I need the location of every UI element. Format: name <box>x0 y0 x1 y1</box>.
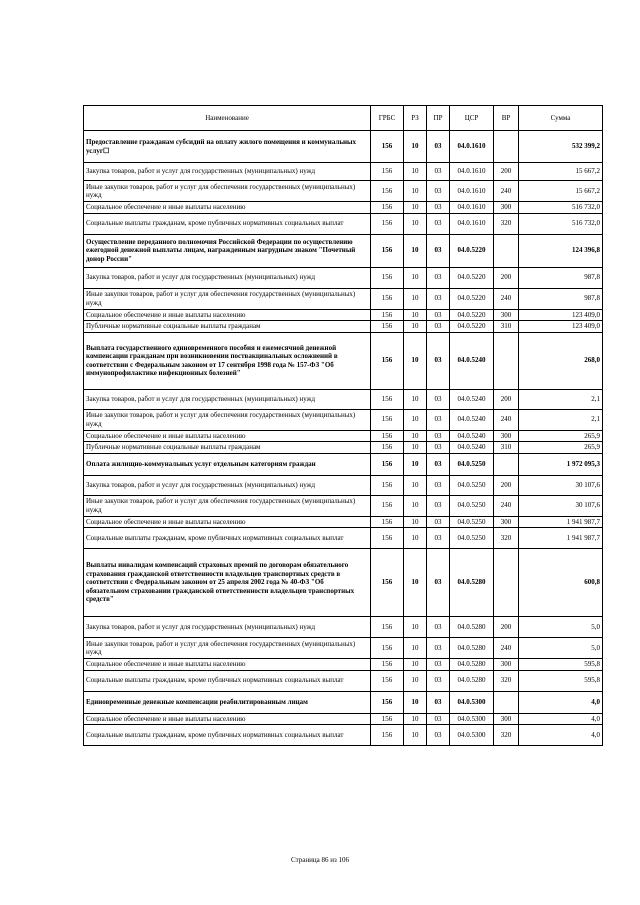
cell-vr: 310 <box>494 442 519 454</box>
table-row <box>84 213 603 234</box>
cell-name: Оплата жилищно-коммунальных услуг отдельным категориям граждан <box>84 453 371 475</box>
cell-name: Иные закупки товаров, работ и услуг для обеспечения государственных (муниципальных) нужд <box>84 288 371 309</box>
cell-name: Социальное обеспечение и иные выплаты населению <box>84 713 371 725</box>
cell-name: Социальное обеспечение и иные выплаты населению <box>84 430 371 442</box>
cell-sum: 4,0 <box>519 691 603 713</box>
cell-rz: 10 <box>404 475 427 495</box>
cell-pr: 03 <box>427 332 450 389</box>
cell-sum: 595,8 <box>519 670 603 691</box>
cell-name: Осуществление переданного полномочия Российской Федерации по осуществлению ежегодной денежной выплаты лицам, награжденным нагрудным знаком "Почетный донор России" <box>84 234 371 267</box>
cell-csr: 04.0.5240 <box>450 409 494 430</box>
cell-csr: 04.0.5220 <box>450 234 494 267</box>
table-body <box>84 131 603 746</box>
cell-csr: 04.0.5240 <box>450 430 494 442</box>
cell-name: Социальные выплаты гражданам, кроме публичных нормативных социальных выплат <box>84 213 371 234</box>
cell-sum: 987,8 <box>519 288 603 309</box>
cell-name: Социальные выплаты гражданам, кроме публичных нормативных социальных выплат <box>84 725 371 746</box>
cell-sum: 2,1 <box>519 389 603 409</box>
cell-csr: 04.0.5250 <box>450 528 494 549</box>
cell-vr: 300 <box>494 309 519 321</box>
table-row <box>84 691 603 713</box>
cell-vr <box>494 549 519 617</box>
cell-grbs: 156 <box>371 181 404 202</box>
cell-sum: 1 972 095,3 <box>519 453 603 475</box>
cell-rz: 10 <box>404 202 427 214</box>
cell-grbs: 156 <box>371 288 404 309</box>
cell-sum: 516 732,0 <box>519 213 603 234</box>
cell-rz: 10 <box>404 332 427 389</box>
cell-vr <box>494 453 519 475</box>
table-row <box>84 617 603 638</box>
table-row <box>84 288 603 309</box>
cell-rz: 10 <box>404 288 427 309</box>
cell-pr: 03 <box>427 181 450 202</box>
cell-sum: 595,8 <box>519 659 603 671</box>
cell-grbs: 156 <box>371 713 404 725</box>
cell-grbs: 156 <box>371 321 404 333</box>
cell-rz: 10 <box>404 453 427 475</box>
cell-rz: 10 <box>404 181 427 202</box>
cell-rz: 10 <box>404 516 427 528</box>
cell-vr <box>494 691 519 713</box>
table-row <box>84 321 603 333</box>
cell-rz: 10 <box>404 131 427 163</box>
cell-name: Публичные нормативные социальные выплаты гражданам <box>84 442 371 454</box>
cell-vr: 200 <box>494 617 519 638</box>
cell-vr: 320 <box>494 213 519 234</box>
cell-csr: 04.0.1610 <box>450 163 494 181</box>
cell-rz: 10 <box>404 670 427 691</box>
cell-name: Иные закупки товаров, работ и услуг для обеспечения государственных (муниципальных) нужд <box>84 495 371 516</box>
table-row <box>84 516 603 528</box>
cell-sum: 265,9 <box>519 442 603 454</box>
cell-sum: 265,9 <box>519 430 603 442</box>
cell-csr: 04.0.1610 <box>450 202 494 214</box>
budget-table <box>83 105 603 746</box>
table-row <box>84 389 603 409</box>
cell-pr: 03 <box>427 725 450 746</box>
cell-grbs: 156 <box>371 267 404 288</box>
cell-vr: 240 <box>494 495 519 516</box>
cell-vr: 240 <box>494 638 519 659</box>
cell-pr: 03 <box>427 549 450 617</box>
table-row <box>84 234 603 267</box>
cell-csr: 04.0.5220 <box>450 288 494 309</box>
cell-csr: 04.0.1610 <box>450 181 494 202</box>
cell-pr: 03 <box>427 131 450 163</box>
cell-grbs: 156 <box>371 234 404 267</box>
cell-vr: 200 <box>494 267 519 288</box>
cell-pr: 03 <box>427 528 450 549</box>
cell-sum: 1 941 987,7 <box>519 516 603 528</box>
table-row <box>84 309 603 321</box>
cell-sum: 2,1 <box>519 409 603 430</box>
cell-name: Социальные выплаты гражданам, кроме публичных нормативных социальных выплат <box>84 528 371 549</box>
cell-rz: 10 <box>404 442 427 454</box>
cell-grbs: 156 <box>371 617 404 638</box>
cell-vr: 240 <box>494 288 519 309</box>
cell-csr: 04.0.5240 <box>450 442 494 454</box>
cell-pr: 03 <box>427 475 450 495</box>
cell-vr: 300 <box>494 202 519 214</box>
cell-sum: 600,8 <box>519 549 603 617</box>
table-row <box>84 713 603 725</box>
cell-pr: 03 <box>427 638 450 659</box>
cell-csr: 04.0.1610 <box>450 213 494 234</box>
cell-name: Публичные нормативные социальные выплаты гражданам <box>84 321 371 333</box>
cell-name: Социальное обеспечение и иные выплаты населению <box>84 516 371 528</box>
cell-rz: 10 <box>404 725 427 746</box>
cell-csr: 04.0.5250 <box>450 453 494 475</box>
cell-sum: 30 107,6 <box>519 495 603 516</box>
cell-grbs: 156 <box>371 725 404 746</box>
cell-csr: 04.0.5220 <box>450 309 494 321</box>
cell-sum: 268,0 <box>519 332 603 389</box>
cell-pr: 03 <box>427 309 450 321</box>
cell-csr: 04.0.5280 <box>450 670 494 691</box>
table-row <box>84 528 603 549</box>
cell-sum: 4,0 <box>519 713 603 725</box>
cell-rz: 10 <box>404 267 427 288</box>
table-row <box>84 495 603 516</box>
cell-name: Закупка товаров, работ и услуг для государственных (муниципальных) нужд <box>84 389 371 409</box>
table-row <box>84 670 603 691</box>
cell-grbs: 156 <box>371 659 404 671</box>
cell-csr: 04.0.5300 <box>450 725 494 746</box>
cell-pr: 03 <box>427 163 450 181</box>
cell-name: Иные закупки товаров, работ и услуг для обеспечения государственных (муниципальных) нужд <box>84 409 371 430</box>
cell-rz: 10 <box>404 713 427 725</box>
cell-pr: 03 <box>427 234 450 267</box>
cell-vr: 240 <box>494 409 519 430</box>
cell-sum: 4,0 <box>519 725 603 746</box>
cell-rz: 10 <box>404 430 427 442</box>
cell-rz: 10 <box>404 409 427 430</box>
cell-sum: 987,8 <box>519 267 603 288</box>
cell-vr: 300 <box>494 713 519 725</box>
cell-rz: 10 <box>404 389 427 409</box>
cell-csr: 04.0.5300 <box>450 713 494 725</box>
table-row <box>84 181 603 202</box>
cell-sum: 516 732,0 <box>519 202 603 214</box>
cell-pr: 03 <box>427 453 450 475</box>
cell-rz: 10 <box>404 617 427 638</box>
cell-grbs: 156 <box>371 638 404 659</box>
cell-pr: 03 <box>427 659 450 671</box>
cell-pr: 03 <box>427 202 450 214</box>
cell-csr: 04.0.5280 <box>450 659 494 671</box>
header-name: Наименование <box>84 106 371 131</box>
cell-vr: 300 <box>494 659 519 671</box>
cell-name: Иные закупки товаров, работ и услуг для обеспечения государственных (муниципальных) нужд <box>84 638 371 659</box>
cell-name: Выплаты инвалидам компенсаций страховых премий по договорам обязательного страхования гражданской ответственности владельцев транспортных средств в соответствии с Федеральным законом от 25 апреля 2002 года № 40-ФЗ "Об обязательном страховании гражданской ответственности владельцев транспортных средств" <box>84 549 371 617</box>
cell-pr: 03 <box>427 691 450 713</box>
cell-name: Единовременные денежные компенсации реабилитированным лицам <box>84 691 371 713</box>
cell-rz: 10 <box>404 163 427 181</box>
cell-rz: 10 <box>404 528 427 549</box>
header-pr: ПР <box>427 106 450 131</box>
table-row <box>84 131 603 163</box>
cell-vr: 310 <box>494 321 519 333</box>
table-row <box>84 430 603 442</box>
cell-pr: 03 <box>427 617 450 638</box>
header-row <box>84 106 603 131</box>
cell-grbs: 156 <box>371 409 404 430</box>
cell-csr: 04.0.1610 <box>450 131 494 163</box>
cell-grbs: 156 <box>371 475 404 495</box>
header-csr: ЦСР <box>450 106 494 131</box>
cell-vr: 200 <box>494 389 519 409</box>
cell-csr: 04.0.5300 <box>450 691 494 713</box>
table-row <box>84 725 603 746</box>
cell-pr: 03 <box>427 288 450 309</box>
cell-vr: 200 <box>494 475 519 495</box>
cell-rz: 10 <box>404 691 427 713</box>
cell-csr: 04.0.5250 <box>450 495 494 516</box>
cell-rz: 10 <box>404 495 427 516</box>
cell-pr: 03 <box>427 516 450 528</box>
table-row <box>84 638 603 659</box>
cell-sum: 1 941 987,7 <box>519 528 603 549</box>
cell-rz: 10 <box>404 549 427 617</box>
cell-vr <box>494 234 519 267</box>
cell-csr: 04.0.5240 <box>450 389 494 409</box>
table-row <box>84 267 603 288</box>
cell-vr: 300 <box>494 516 519 528</box>
table-row <box>84 409 603 430</box>
cell-grbs: 156 <box>371 332 404 389</box>
cell-pr: 03 <box>427 670 450 691</box>
cell-name: Социальное обеспечение и иные выплаты населению <box>84 202 371 214</box>
cell-pr: 03 <box>427 267 450 288</box>
cell-sum: 532 399,2 <box>519 131 603 163</box>
header-vr: ВР <box>494 106 519 131</box>
cell-vr: 320 <box>494 670 519 691</box>
cell-sum: 15 667,2 <box>519 181 603 202</box>
page-footer: Страница 86 из 106 <box>291 856 349 864</box>
cell-pr: 03 <box>427 321 450 333</box>
cell-grbs: 156 <box>371 389 404 409</box>
cell-vr <box>494 131 519 163</box>
cell-sum: 123 409,0 <box>519 321 603 333</box>
cell-rz: 10 <box>404 309 427 321</box>
cell-name: Закупка товаров, работ и услуг для государственных (муниципальных) нужд <box>84 267 371 288</box>
table-row <box>84 475 603 495</box>
cell-name: Иные закупки товаров, работ и услуг для обеспечения государственных (муниципальных) нужд <box>84 181 371 202</box>
cell-csr: 04.0.5220 <box>450 321 494 333</box>
cell-name: Закупка товаров, работ и услуг для государственных (муниципальных) нужд <box>84 163 371 181</box>
cell-grbs: 156 <box>371 202 404 214</box>
cell-sum: 123 409,0 <box>519 309 603 321</box>
table-row <box>84 549 603 617</box>
cell-grbs: 156 <box>371 453 404 475</box>
header-grbs: ГРБС <box>371 106 404 131</box>
table-row <box>84 332 603 389</box>
cell-rz: 10 <box>404 638 427 659</box>
cell-name: Закупка товаров, работ и услуг для государственных (муниципальных) нужд <box>84 475 371 495</box>
cell-grbs: 156 <box>371 131 404 163</box>
cell-sum: 5,0 <box>519 617 603 638</box>
cell-vr <box>494 332 519 389</box>
cell-grbs: 156 <box>371 213 404 234</box>
cell-grbs: 156 <box>371 516 404 528</box>
cell-grbs: 156 <box>371 309 404 321</box>
cell-grbs: 156 <box>371 442 404 454</box>
cell-vr: 240 <box>494 181 519 202</box>
cell-csr: 04.0.5280 <box>450 549 494 617</box>
cell-pr: 03 <box>427 213 450 234</box>
table-row <box>84 163 603 181</box>
table-header <box>84 106 603 131</box>
cell-pr: 03 <box>427 409 450 430</box>
cell-csr: 04.0.5240 <box>450 332 494 389</box>
cell-sum: 30 107,6 <box>519 475 603 495</box>
cell-name: Социальное обеспечение и иные выплаты населению <box>84 659 371 671</box>
cell-grbs: 156 <box>371 528 404 549</box>
cell-name: Предоставление гражданам субсидий на оплату жилого помещения и коммунальных услуг☐ <box>84 131 371 163</box>
cell-csr: 04.0.5220 <box>450 267 494 288</box>
cell-grbs: 156 <box>371 495 404 516</box>
header-rz: РЗ <box>404 106 427 131</box>
cell-csr: 04.0.5250 <box>450 475 494 495</box>
cell-rz: 10 <box>404 659 427 671</box>
cell-grbs: 156 <box>371 691 404 713</box>
cell-name: Социальное обеспечение и иные выплаты населению <box>84 309 371 321</box>
cell-rz: 10 <box>404 213 427 234</box>
cell-pr: 03 <box>427 713 450 725</box>
cell-csr: 04.0.5250 <box>450 516 494 528</box>
table-row <box>84 453 603 475</box>
cell-name: Социальные выплаты гражданам, кроме публичных нормативных социальных выплат <box>84 670 371 691</box>
header-sum: Сумма <box>519 106 603 131</box>
cell-grbs: 156 <box>371 163 404 181</box>
cell-pr: 03 <box>427 389 450 409</box>
cell-vr: 200 <box>494 163 519 181</box>
cell-pr: 03 <box>427 442 450 454</box>
cell-sum: 15 667,2 <box>519 163 603 181</box>
cell-csr: 04.0.5280 <box>450 638 494 659</box>
cell-name: Закупка товаров, работ и услуг для государственных (муниципальных) нужд <box>84 617 371 638</box>
cell-grbs: 156 <box>371 430 404 442</box>
cell-sum: 124 396,8 <box>519 234 603 267</box>
cell-rz: 10 <box>404 321 427 333</box>
table-row <box>84 442 603 454</box>
cell-rz: 10 <box>404 234 427 267</box>
cell-vr: 300 <box>494 430 519 442</box>
cell-grbs: 156 <box>371 670 404 691</box>
cell-grbs: 156 <box>371 549 404 617</box>
cell-sum: 5,0 <box>519 638 603 659</box>
cell-pr: 03 <box>427 430 450 442</box>
table-row <box>84 659 603 671</box>
cell-vr: 320 <box>494 725 519 746</box>
cell-csr: 04.0.5280 <box>450 617 494 638</box>
cell-name: Выплата государственного единовременного пособия и ежемесячной денежной компенсации гражданам при возникновении поствакцинальных осложнений в соответствии с Федеральным законом от 17 сентября 1998 года № 157-ФЗ "Об иммунопрофилактике инфекционных болезней" <box>84 332 371 389</box>
table-row <box>84 202 603 214</box>
cell-vr: 320 <box>494 528 519 549</box>
cell-pr: 03 <box>427 495 450 516</box>
